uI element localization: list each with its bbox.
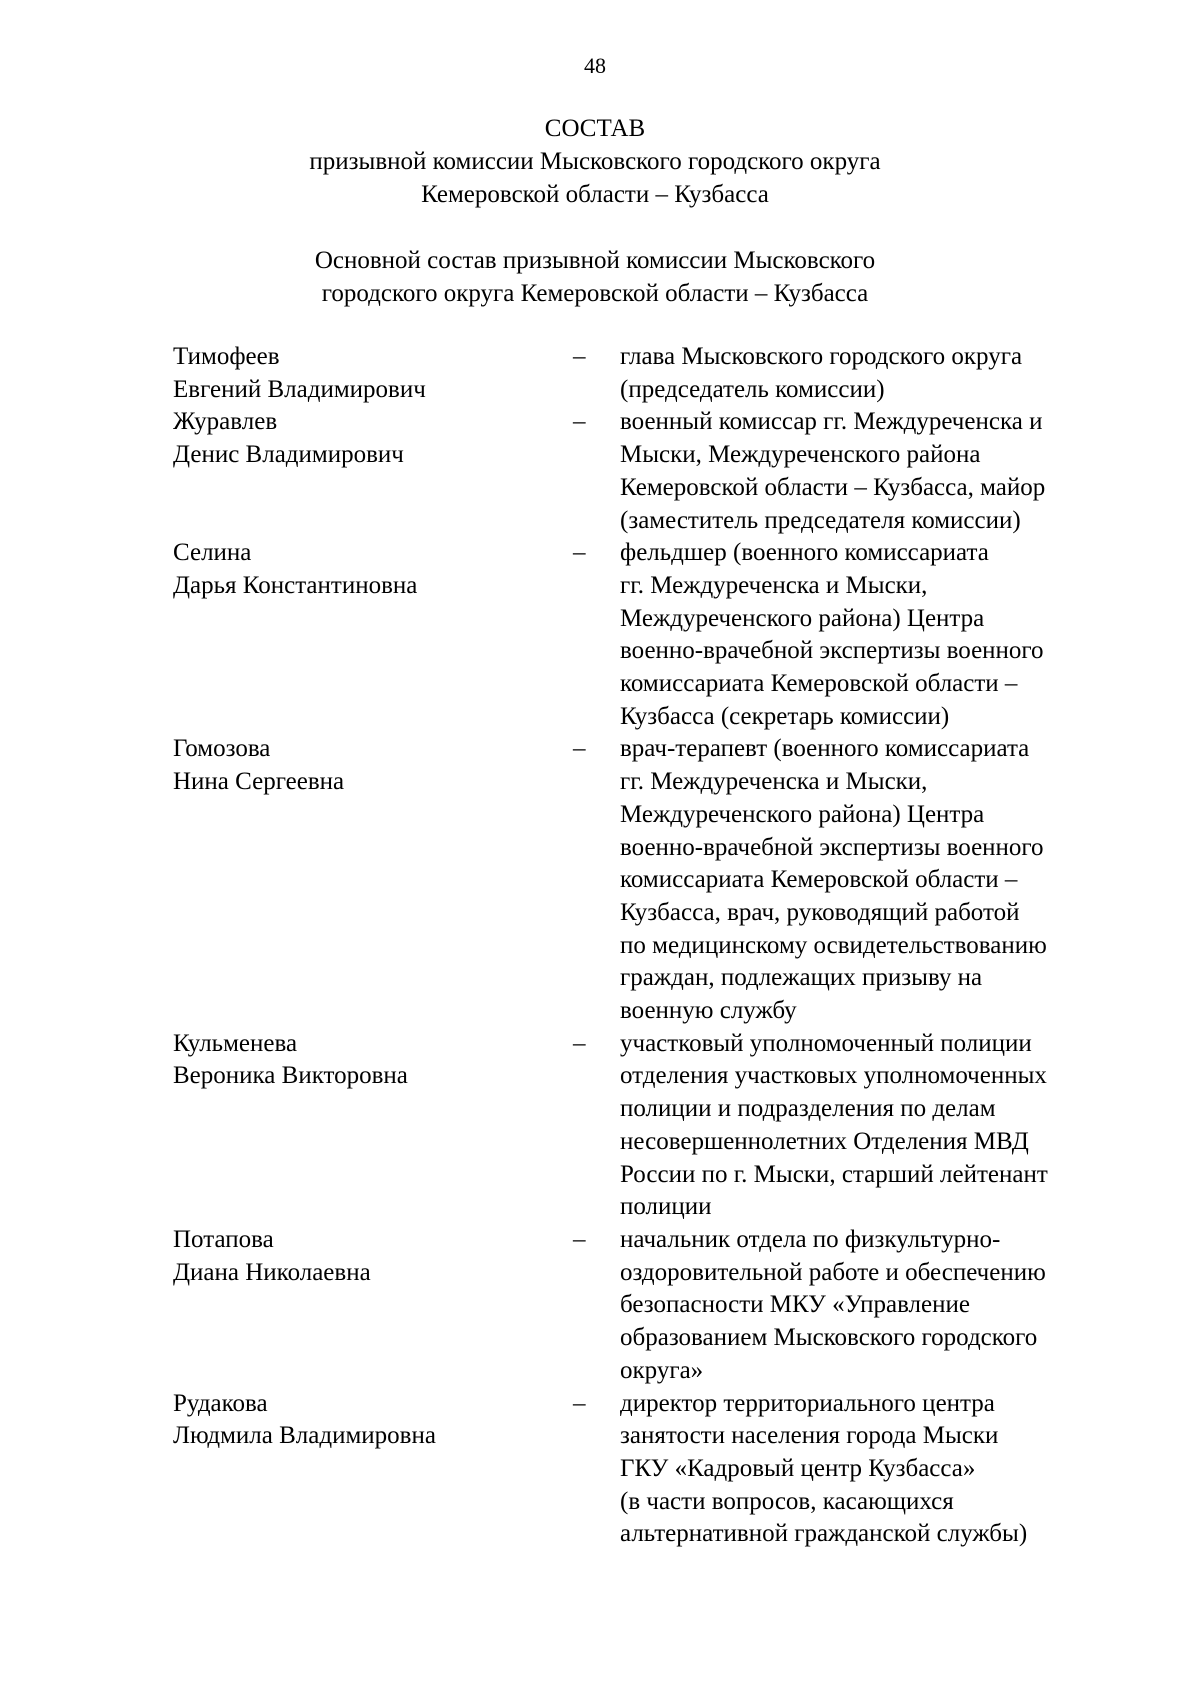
- member-role-line: полиции: [620, 1193, 712, 1221]
- member-entry: [173, 1028, 1133, 1224]
- section-heading-line: городского округа Кемеровской области – Кузбасса: [321, 280, 869, 307]
- member-given-names: Диана Николаевна: [173, 1258, 371, 1286]
- member-role-line: гг. Междуреченска и Мыски,: [620, 768, 928, 796]
- member-role: [620, 1028, 1125, 1224]
- title-line: призывной комиссии Мысковского городского округа: [309, 148, 881, 175]
- member-given-names: Дарья Константиновна: [173, 571, 418, 599]
- member-dash: –: [573, 735, 586, 763]
- member-role: [620, 537, 1125, 733]
- member-given-names: Нина Сергеевна: [173, 768, 345, 796]
- member-surname: Потапова: [173, 1225, 274, 1253]
- member-name: [173, 537, 573, 733]
- member-dash: –: [573, 1225, 586, 1253]
- section-heading: [0, 244, 1190, 310]
- member-role: [620, 1224, 1125, 1388]
- member-role-line: (заместитель председателя комиссии): [620, 506, 1021, 534]
- member-role-line: Кузбасса (секретарь комиссии): [620, 702, 950, 730]
- member-role-line: глава Мысковского городского округа: [620, 343, 1023, 370]
- member-name: [173, 406, 573, 537]
- member-name: [173, 341, 573, 406]
- member-role-line: военно-врачебной экспертизы военного: [620, 833, 1044, 861]
- member-role-line: Мыски, Междуреченского района: [620, 441, 981, 469]
- member-role-line: граждан, подлежащих призыву на: [620, 964, 983, 992]
- member-role: [620, 406, 1125, 537]
- member-role-line: (в части вопросов, касающихся: [620, 1487, 954, 1515]
- member-role-line: оздоровительной работе и обеспечению: [620, 1258, 1046, 1286]
- member-dash: –: [573, 408, 586, 436]
- member-role-line: военно-врачебной экспертизы военного: [620, 637, 1044, 665]
- member-role-line: образованием Мысковского городского: [620, 1324, 1038, 1352]
- member-entry: [173, 537, 1133, 733]
- member-role: [620, 733, 1125, 1027]
- member-dash: –: [573, 1389, 586, 1417]
- member-role-line: комиссариата Кемеровской области –: [620, 670, 1018, 698]
- member-role-line: отделения участковых уполномоченных: [620, 1062, 1047, 1090]
- member-role-line: России по г. Мыски, старший лейтенант: [620, 1160, 1048, 1188]
- member-name: [173, 1388, 573, 1552]
- member-entry: [173, 1224, 1133, 1388]
- member-role-line: комиссариата Кемеровской области –: [620, 866, 1018, 894]
- title-line: Кемеровской области – Кузбасса: [421, 181, 769, 208]
- member-surname: Гомозова: [173, 735, 271, 763]
- member-given-names: Людмила Владимировна: [173, 1422, 436, 1450]
- member-role-line: по медицинскому освидетельствованию: [620, 931, 1047, 959]
- member-entry: [173, 1388, 1133, 1552]
- member-surname: Селина: [173, 539, 252, 567]
- member-role-line: директор территориального центра: [620, 1389, 995, 1417]
- document-title: [0, 112, 1190, 211]
- member-role-line: занятости населения города Мыски: [620, 1422, 999, 1450]
- member-role-line: врач-терапевт (военного комиссариата: [620, 735, 1030, 763]
- member-surname: Кульменева: [173, 1029, 298, 1057]
- member-given-names: Евгений Владимирович: [173, 375, 426, 403]
- members-list: [173, 341, 1133, 1551]
- section-heading-line: Основной состав призывной комиссии Мысковского: [314, 247, 876, 274]
- member-role-line: полиции и подразделения по делам: [620, 1095, 996, 1123]
- member-role-line: Междуреченского района) Центра: [620, 604, 985, 632]
- member-role: [620, 341, 1125, 406]
- member-role-line: Кемеровской области – Кузбасса, майор: [620, 473, 1046, 501]
- member-name: [173, 733, 573, 1027]
- member-role-line: начальник отдела по физкультурно-: [620, 1225, 1001, 1253]
- member-given-names: Денис Владимирович: [173, 441, 404, 469]
- member-role-line: альтернативной гражданской службы): [620, 1520, 1028, 1548]
- member-surname: Журавлев: [173, 408, 278, 436]
- title-line: СОСТАВ: [544, 115, 646, 142]
- member-role-line: военный комиссар гг. Междуреченска и: [620, 408, 1043, 436]
- member-role: [620, 1388, 1125, 1552]
- member-role-line: безопасности МКУ «Управление: [620, 1291, 970, 1319]
- member-role-line: Междуреченского района) Центра: [620, 800, 985, 828]
- member-surname: Тимофеев: [173, 343, 280, 370]
- member-given-names: Вероника Викторовна: [173, 1062, 408, 1090]
- member-dash: –: [573, 343, 586, 370]
- member-entry: [173, 406, 1133, 537]
- member-name: [173, 1224, 573, 1388]
- member-role-line: гг. Междуреченска и Мыски,: [620, 571, 928, 599]
- member-surname: Рудакова: [173, 1389, 268, 1417]
- page-number: 48: [584, 53, 606, 78]
- member-dash: –: [573, 539, 586, 567]
- member-role-line: ГКУ «Кадровый центр Кузбасса»: [620, 1454, 976, 1482]
- member-role-line: округа»: [620, 1356, 704, 1384]
- member-entry: [173, 341, 1133, 406]
- member-dash: –: [573, 1029, 586, 1057]
- member-role-line: участковый уполномоченный полиции: [620, 1029, 1032, 1057]
- member-role-line: несовершеннолетних Отделения МВД: [620, 1127, 1029, 1155]
- member-role-line: фельдшер (военного комиссариата: [620, 539, 989, 567]
- member-role-line: (председатель комиссии): [620, 375, 885, 403]
- member-role-line: Кузбасса, врач, руководящий работой: [620, 898, 1020, 926]
- member-role-line: военную службу: [620, 997, 797, 1025]
- member-entry: [173, 733, 1133, 1027]
- member-name: [173, 1028, 573, 1224]
